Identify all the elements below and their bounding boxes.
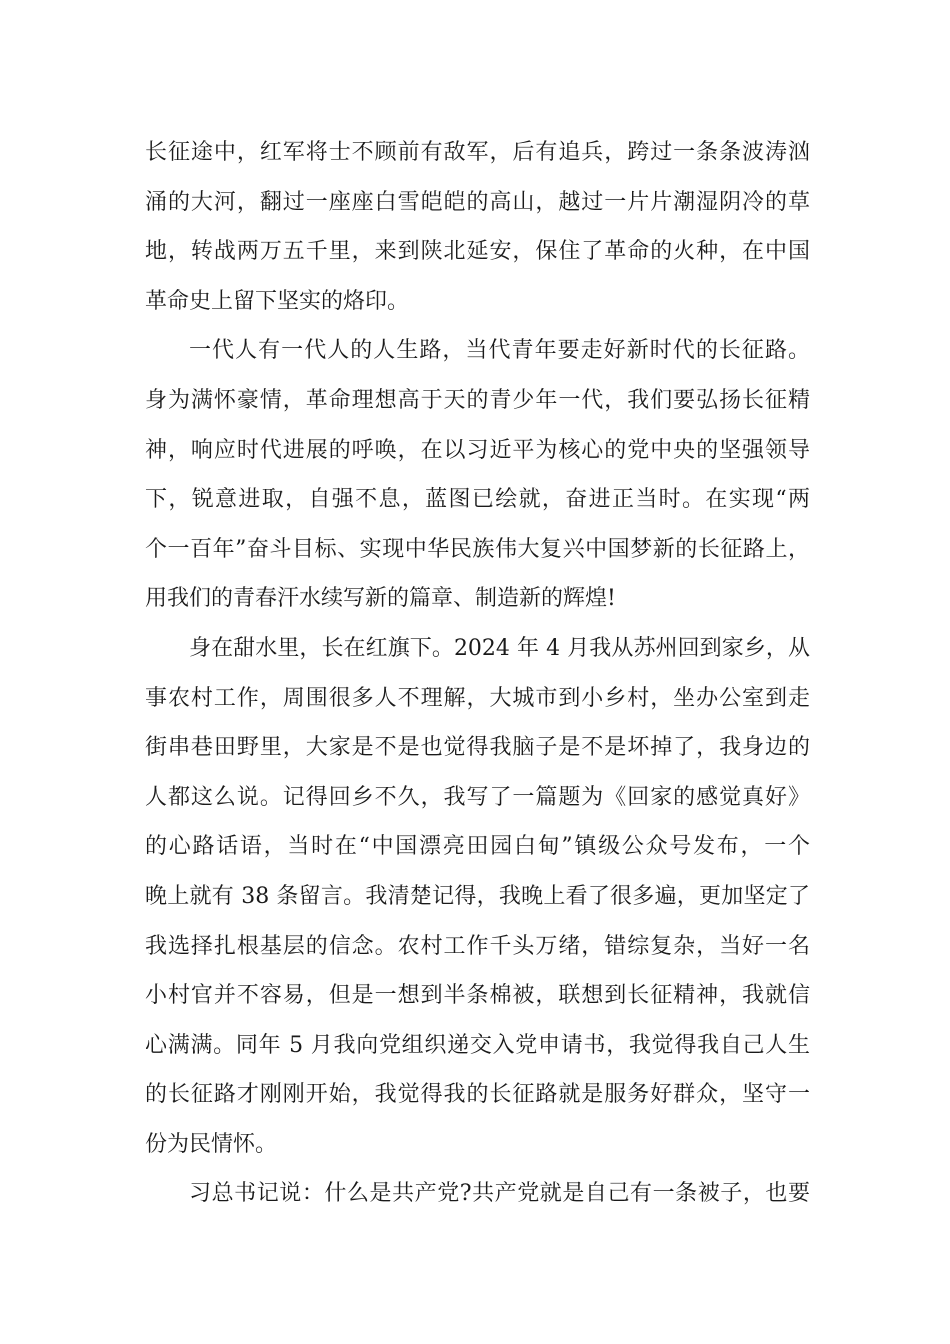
text-line: 地，转战两万五千里，来到陕北延安，保住了革命的火种，在中国 xyxy=(145,239,810,265)
paragraph xyxy=(145,128,810,326)
text-line: 事农村工作，周围很多人不理解，大城市到小乡村，坐办公室到走 xyxy=(145,685,810,711)
document-body xyxy=(145,128,810,1219)
text-line: 小村官并不容易，但是一想到半条棉被，联想到长征精神，我就信 xyxy=(145,983,810,1009)
text-line: 身为满怀豪情，革命理想高于天的青少年一代，我们要弘扬长征精 xyxy=(145,387,810,413)
text-line: 的心路话语，当时在“中国漂亮田园白甸”镇级公众号发布，一个 xyxy=(145,834,810,860)
text-line: 街串巷田野里，大家是不是也觉得我脑子是不是坏掉了，我身边的 xyxy=(145,735,810,761)
paragraph xyxy=(145,326,810,624)
text-line: 下，锐意进取，自强不息，蓝图已绘就，奋进正当时。在实现“两 xyxy=(145,487,810,513)
text-line: 晚上就有 38 条留言。我清楚记得，我晚上看了很多遍，更加坚定了 xyxy=(145,883,810,909)
text-line: 神，响应时代进展的呼唤，在以习近平为核心的党中央的坚强领导 xyxy=(145,437,810,463)
text-line: 用我们的青春汗水续写新的篇章、制造新的辉煌! xyxy=(145,586,616,612)
paragraph xyxy=(145,624,810,1170)
text-line: 革命史上留下坚实的烙印。 xyxy=(145,288,410,314)
text-line: 习总书记说：什么是共产党?共产党就是自己有一条被子，也要 xyxy=(189,1181,810,1207)
text-line: 一代人有一代人的人生路，当代青年要走好新时代的长征路。 xyxy=(189,338,810,364)
text-line: 的长征路才刚刚开始，我觉得我的长征路就是服务好群众，坚守一 xyxy=(145,1082,810,1108)
text-line: 个一百年”奋斗目标、实现中华民族伟大复兴中国梦新的长征路上， xyxy=(145,536,810,562)
text-line: 身在甜水里，长在红旗下。2024 年 4 月我从苏州回到家乡，从 xyxy=(189,635,810,661)
text-line: 人都这么说。记得回乡不久，我写了一篇题为《回家的感觉真好》 xyxy=(145,784,810,810)
text-line: 我选择扎根基层的信念。农村工作千头万绪，错综复杂，当好一名 xyxy=(145,933,810,959)
text-line: 长征途中，红军将士不顾前有敌军，后有追兵，跨过一条条波涛汹 xyxy=(145,140,810,165)
text-line: 份为民情怀。 xyxy=(145,1131,278,1157)
text-line: 心满满。同年 5 月我向党组织递交入党申请书，我觉得我自己人生 xyxy=(145,1032,810,1058)
text-line: 涌的大河，翻过一座座白雪皑皑的高山，越过一片片潮湿阴冷的草 xyxy=(145,189,810,215)
paragraph xyxy=(145,1169,810,1219)
